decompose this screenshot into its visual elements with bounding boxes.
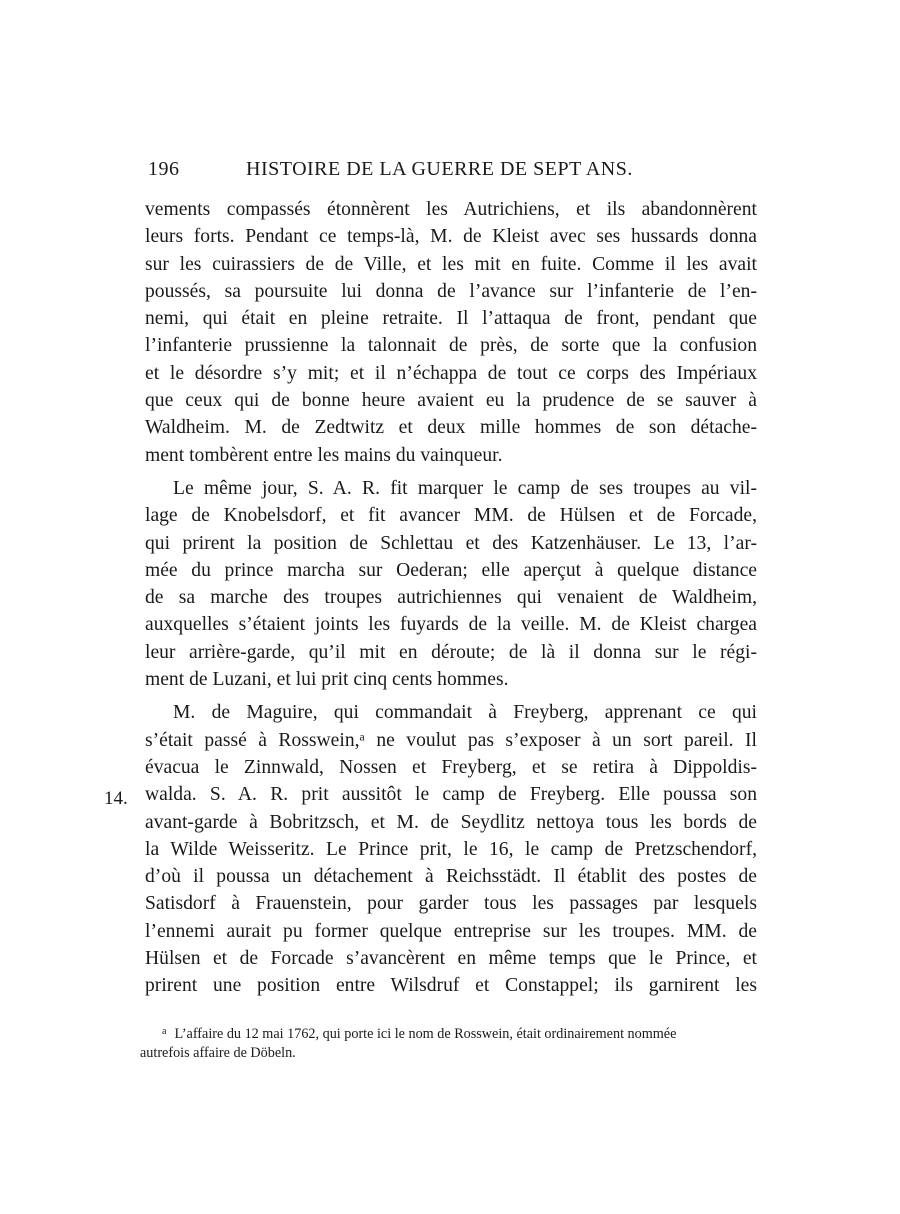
- text-line: la Wilde Weisseritz. Le Prince prit, le 16, le camp de Pretzschendorf,: [145, 838, 757, 860]
- text-line: Hülsen et de Forcade s’avancèrent en même temps que le Prince, et: [145, 948, 757, 970]
- body-text: [145, 196, 757, 1000]
- running-head: [148, 158, 758, 188]
- text-line: mée du prince marcha sur Oederan; elle aperçut à quelque distance: [145, 559, 757, 581]
- footnote-line: [140, 1022, 754, 1044]
- text-line: s’était passé à Rosswein,ᵃ ne voulut pas s’exposer à un sort pareil. Il: [145, 729, 757, 751]
- text-line: évacua le Zinnwald, Nossen et Freyberg, et se retira à Dippoldis-: [145, 756, 757, 778]
- text-line: lage de Knobelsdorf, et fit avancer MM. de Hülsen et de Forcade,: [145, 505, 757, 527]
- footnote-text: L’affaire du 12 mai 1762, qui porte ici le nom de Rosswein, était ordinairement nommée: [174, 1026, 677, 1042]
- text-line: auxquelles s’étaient joints les fuyards de la veille. M. de Kleist chargea: [145, 614, 757, 636]
- text-line: avant-garde à Bobritzsch, et M. de Seydlitz nettoya tous les bords de: [145, 811, 757, 833]
- text-line: Waldheim. M. de Zedtwitz et deux mille hommes de son détache-: [145, 417, 757, 439]
- text-line: et le désordre s’y mit; et il n’échappa de tout ce corps des Impériaux: [145, 362, 757, 384]
- paragraph-3: [145, 699, 757, 999]
- text-line: Satisdorf à Frauenstein, pour garder tous les passages par lesquels: [145, 893, 757, 915]
- text-line: walda. S. A. R. prit aussitôt le camp de Freyberg. Elle poussa son: [145, 784, 757, 806]
- paragraph-1: [145, 196, 757, 469]
- footnote: [140, 1022, 754, 1063]
- text-line: prirent une position entre Wilsdruf et Constappel; ils garnirent les: [145, 975, 757, 997]
- text-line: ment tombèrent entre les mains du vainqueur.: [145, 444, 503, 466]
- text-line: ment de Luzani, et lui prit cinq cents hommes.: [145, 669, 509, 691]
- page-number: 196: [148, 158, 180, 180]
- text-line: vements compassés étonnèrent les Autrichiens, et ils abandonnèrent: [145, 199, 757, 220]
- text-line: qui prirent la position de Schlettau et des Katzenhäuser. Le 13, l’ar-: [145, 532, 757, 554]
- text-line: nemi, qui était en pleine retraite. Il l’attaqua de front, pendant que: [145, 308, 757, 330]
- margin-date-note: 14.: [104, 788, 128, 809]
- text-line: leur arrière-garde, qu’il mit en déroute; de là il donna sur le régi-: [145, 641, 757, 663]
- text-line: d’où il poussa un détachement à Reichsstädt. Il établit des postes de: [145, 866, 757, 888]
- footnote-mark: a: [162, 1026, 167, 1037]
- text-line: que ceux qui de bonne heure avaient eu la prudence de se sauver à: [145, 390, 757, 412]
- text-line: M. de Maguire, qui commandait à Freyberg, apprenant ce qui: [173, 702, 757, 724]
- text-line: l’infanterie prussienne la talonnait de près, de sorte que la confusion: [145, 335, 757, 357]
- text-line: Le même jour, S. A. R. fit marquer le camp de ses troupes au vil-: [173, 477, 757, 499]
- running-title: HISTOIRE DE LA GUERRE DE SEPT ANS.: [246, 158, 633, 180]
- text-line: sur les cuirassiers de de Ville, et les mit en fuite. Comme il les avait: [145, 253, 757, 275]
- text-line: l’ennemi aurait pu former quelque entreprise sur les troupes. MM. de: [145, 920, 757, 942]
- footnote-line: autrefois affaire de Döbeln.: [140, 1045, 296, 1061]
- text-line: leurs forts. Pendant ce temps-là, M. de Kleist avec ses hussards donna: [145, 226, 757, 248]
- paragraph-2: [145, 475, 757, 693]
- text-line: de sa marche des troupes autrichiennes qui venaient de Waldheim,: [145, 587, 757, 609]
- text-line: poussés, sa poursuite lui donna de l’avance sur l’infanterie de l’en-: [145, 280, 757, 302]
